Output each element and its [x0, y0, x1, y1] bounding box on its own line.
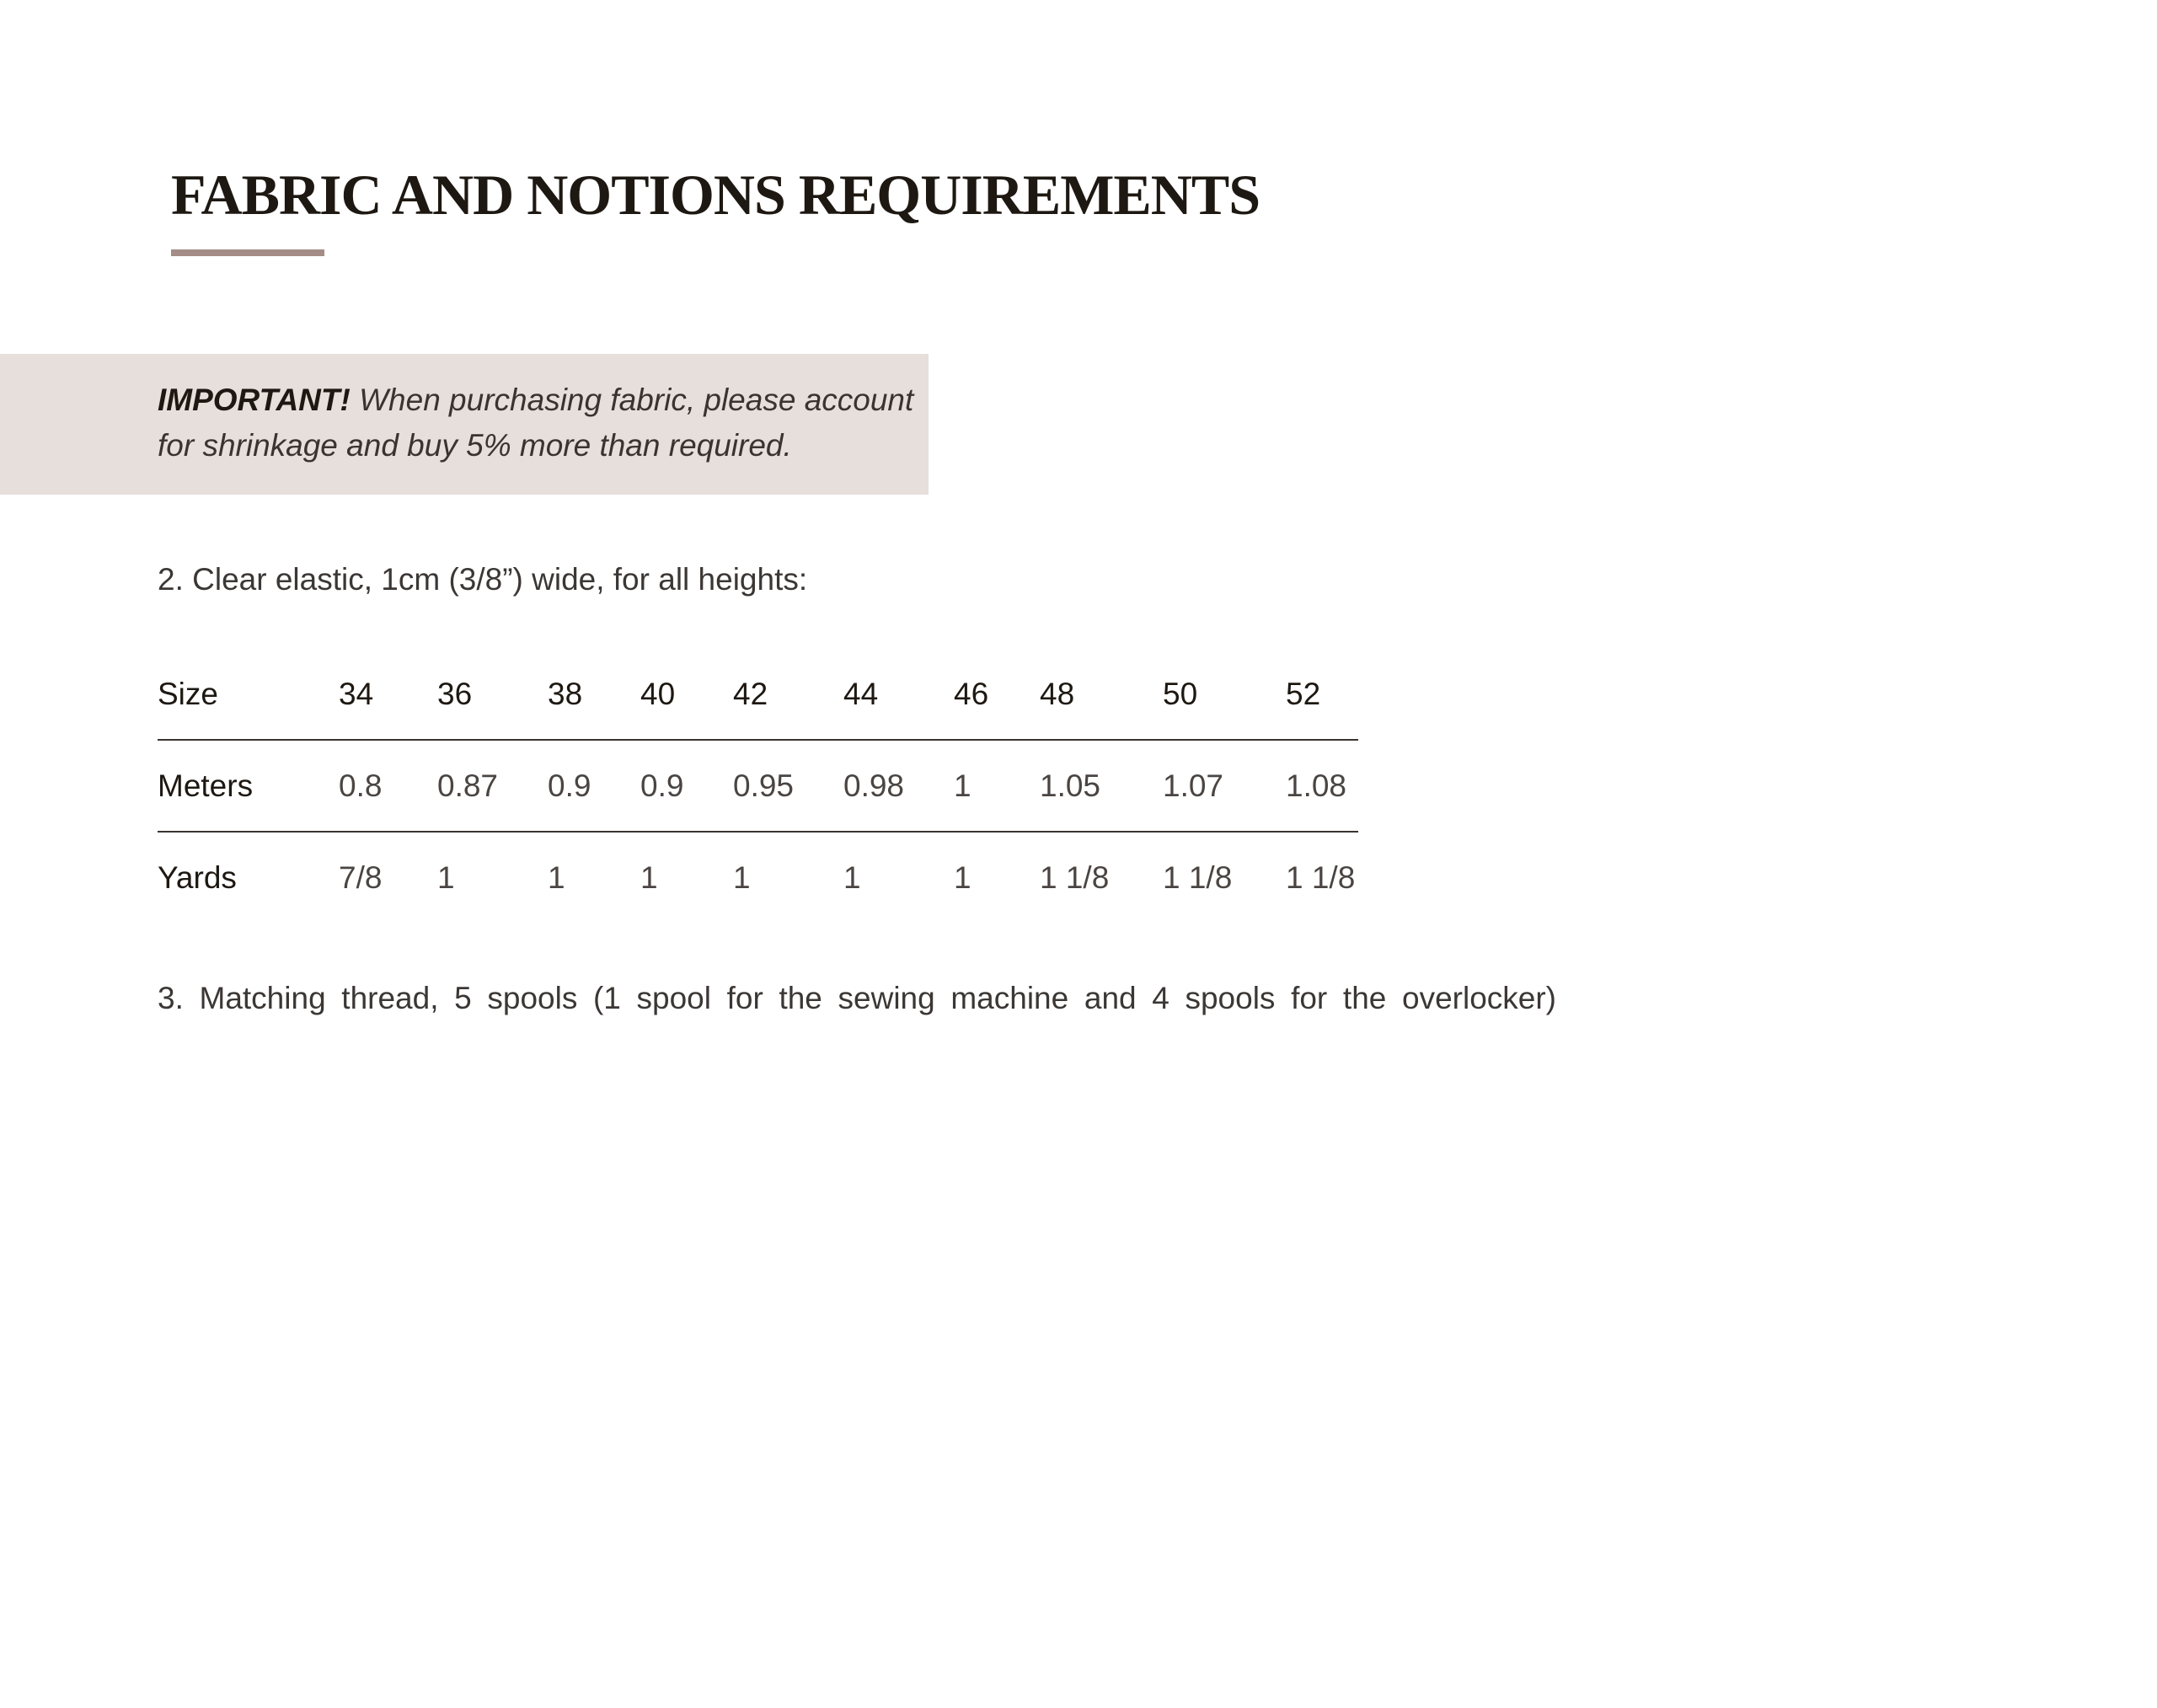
page-title: FABRIC AND NOTIONS REQUIREMENTS: [171, 163, 1260, 227]
important-callout-text: [158, 377, 916, 468]
yards-cell: 1 1/8: [1163, 859, 1233, 895]
size-cell: 48: [1040, 649, 1163, 740]
thread-requirement: 3. Matching thread, 5 spools (1 spool for the sewing machine and 4 spools for the overlocker): [158, 981, 1556, 1015]
yards-label: Yards: [158, 859, 237, 895]
meters-cell: 0.98: [843, 740, 954, 832]
yards-cell: 1: [954, 859, 971, 895]
size-cell: 42: [733, 649, 843, 740]
yards-cell: 7/8: [339, 859, 383, 895]
meters-cell: 0.95: [733, 740, 843, 832]
meters-cell: 1.05: [1040, 740, 1163, 832]
size-cell: 46: [954, 649, 1040, 740]
size-cell: 52: [1286, 649, 1358, 740]
size-cell: 44: [843, 649, 954, 740]
important-message: When purchasing fabric, please account for shrinkage and buy 5% more than required.: [158, 383, 914, 463]
meters-cell: 0.8: [339, 740, 437, 832]
size-cell: 34: [339, 649, 437, 740]
yards-cell: 1: [437, 859, 455, 895]
yards-cell: 1 1/8: [1286, 859, 1356, 895]
yards-cell: 1: [843, 859, 861, 895]
title-underline: [171, 249, 324, 256]
yards-cell: 1 1/8: [1040, 859, 1110, 895]
meters-row: [158, 740, 1358, 832]
important-label: IMPORTANT!: [158, 383, 351, 417]
yards-row: [158, 832, 1358, 923]
size-cell: 50: [1163, 649, 1286, 740]
size-cell: 40: [640, 649, 733, 740]
elastic-table: [158, 649, 1358, 923]
elastic-requirement: 2. Clear elastic, 1cm (3/8”) wide, for all heights:: [158, 562, 808, 597]
size-header: Size: [158, 649, 339, 740]
meters-label: Meters: [158, 740, 339, 832]
meters-cell: 0.87: [437, 740, 548, 832]
size-row: [158, 649, 1358, 740]
meters-cell: 1: [954, 740, 1040, 832]
meters-cell: 0.9: [548, 740, 640, 832]
yards-cell: 1: [640, 859, 658, 895]
size-cell: 36: [437, 649, 548, 740]
yards-cell: 1: [548, 859, 565, 895]
meters-cell: 1.07: [1163, 740, 1286, 832]
yards-cell: 1: [733, 859, 751, 895]
size-cell: 38: [548, 649, 640, 740]
meters-cell: 1.08: [1286, 740, 1358, 832]
meters-cell: 0.9: [640, 740, 733, 832]
